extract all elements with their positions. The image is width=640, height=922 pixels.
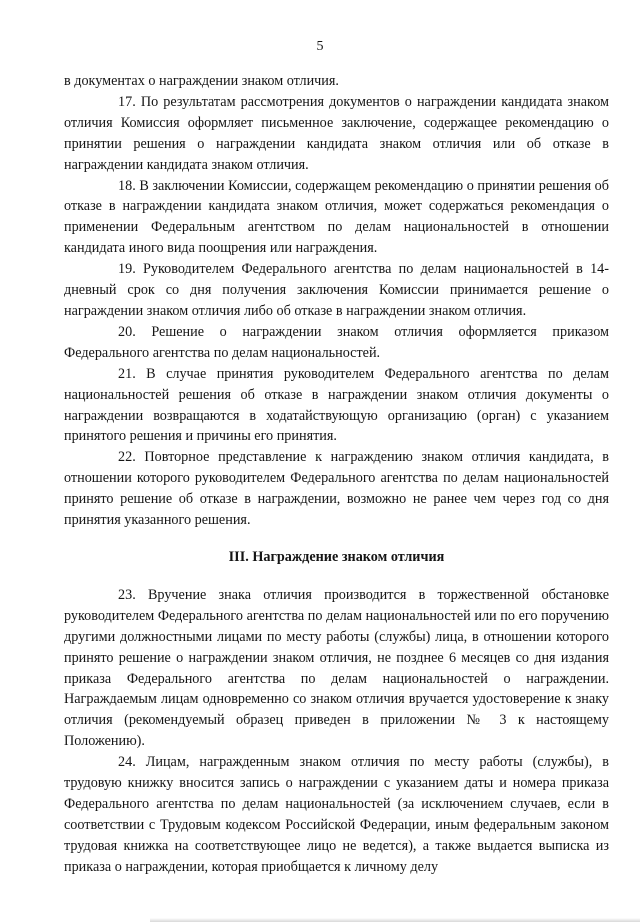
document-body — [64, 71, 609, 878]
paragraph-18: 18. В заключении Комиссии, содержащем рекомендацию о принятии решения об отказе в награждении кандидата знаком отличия, может содержаться рекомендация о применении Федеральным агентством по делам национальностей в отношении кандидата иного вида поощрения или награждения. — [64, 177, 609, 257]
paragraph-16-continuation: в документах о награждении знаком отличия. — [64, 73, 339, 89]
paragraph-23: 23. Вручение знака отличия производится в торжественной обстановке руководителем Федерального агентства по делам национальностей или по его поручению другими должностными лицами по месту работы (службы) лица, в отношении которого принято решение о награждении знаком отличия, не позднее 6 месяцев со дня издания приказа Федерального агентства по делам национальностей о награждении. Награждаемым лицам одновременно со знаком отличия вручается удостоверение к знаку отличия (рекомендуемый образец приведен в приложении № 3 к настоящему Положению). — [64, 586, 609, 750]
section-heading: III. Награждение знаком отличия — [228, 548, 445, 565]
paragraph-21: 21. В случае принятия руководителем Федерального агентства по делам национальностей решения об отказе в награждении знаком отличия документы о награждении возвращаются в ходатайствующую организацию (орган) с указанием принятого решения и причины его принятия. — [64, 365, 609, 445]
paragraph-24: 24. Лицам, награжденным знаком отличия по месту работы (службы), в трудовую книжку вносится запись о награждении с указанием даты и номера приказа Федерального агентства по делам национальностей (за исключением случаев, если в соответствии с Трудовым кодексом Российской Федерации, иным федеральным законом трудовая книжка на соответствующее лицо не ведется), а также выдается выписка из приказа о награждении, которая приобщается к личному делу — [64, 754, 609, 875]
page-number: 5 — [316, 39, 324, 54]
paragraph-17: 17. По результатам рассмотрения документов о награждении кандидата знаком отличия Комиссия оформляет письменное заключение, содержащее рекомендацию о принятии решения о награждении кандидата знаком отличия или об отказе в награждении кандидата знаком отличия. — [64, 93, 609, 173]
paragraph-20: 20. Решение о награждении знаком отличия оформляется приказом Федерального агентства по делам национальностей. — [64, 323, 609, 361]
scan-edge-shadow — [150, 918, 640, 922]
paragraph-22: 22. Повторное представление к награждению знаком отличия кандидата, в отношении которого руководителем Федерального агентства по делам национальностей принято решение об отказе в награждении, возможно не ранее чем через год со дня принятия указанного решения. — [64, 449, 609, 529]
paragraph-19: 19. Руководителем Федерального агентства по делам национальностей в 14-дневный срок со дня получения заключения Комиссии принимается решение о награждении знаком отличия либо об отказе в награждении знаком отличия. — [64, 261, 609, 319]
